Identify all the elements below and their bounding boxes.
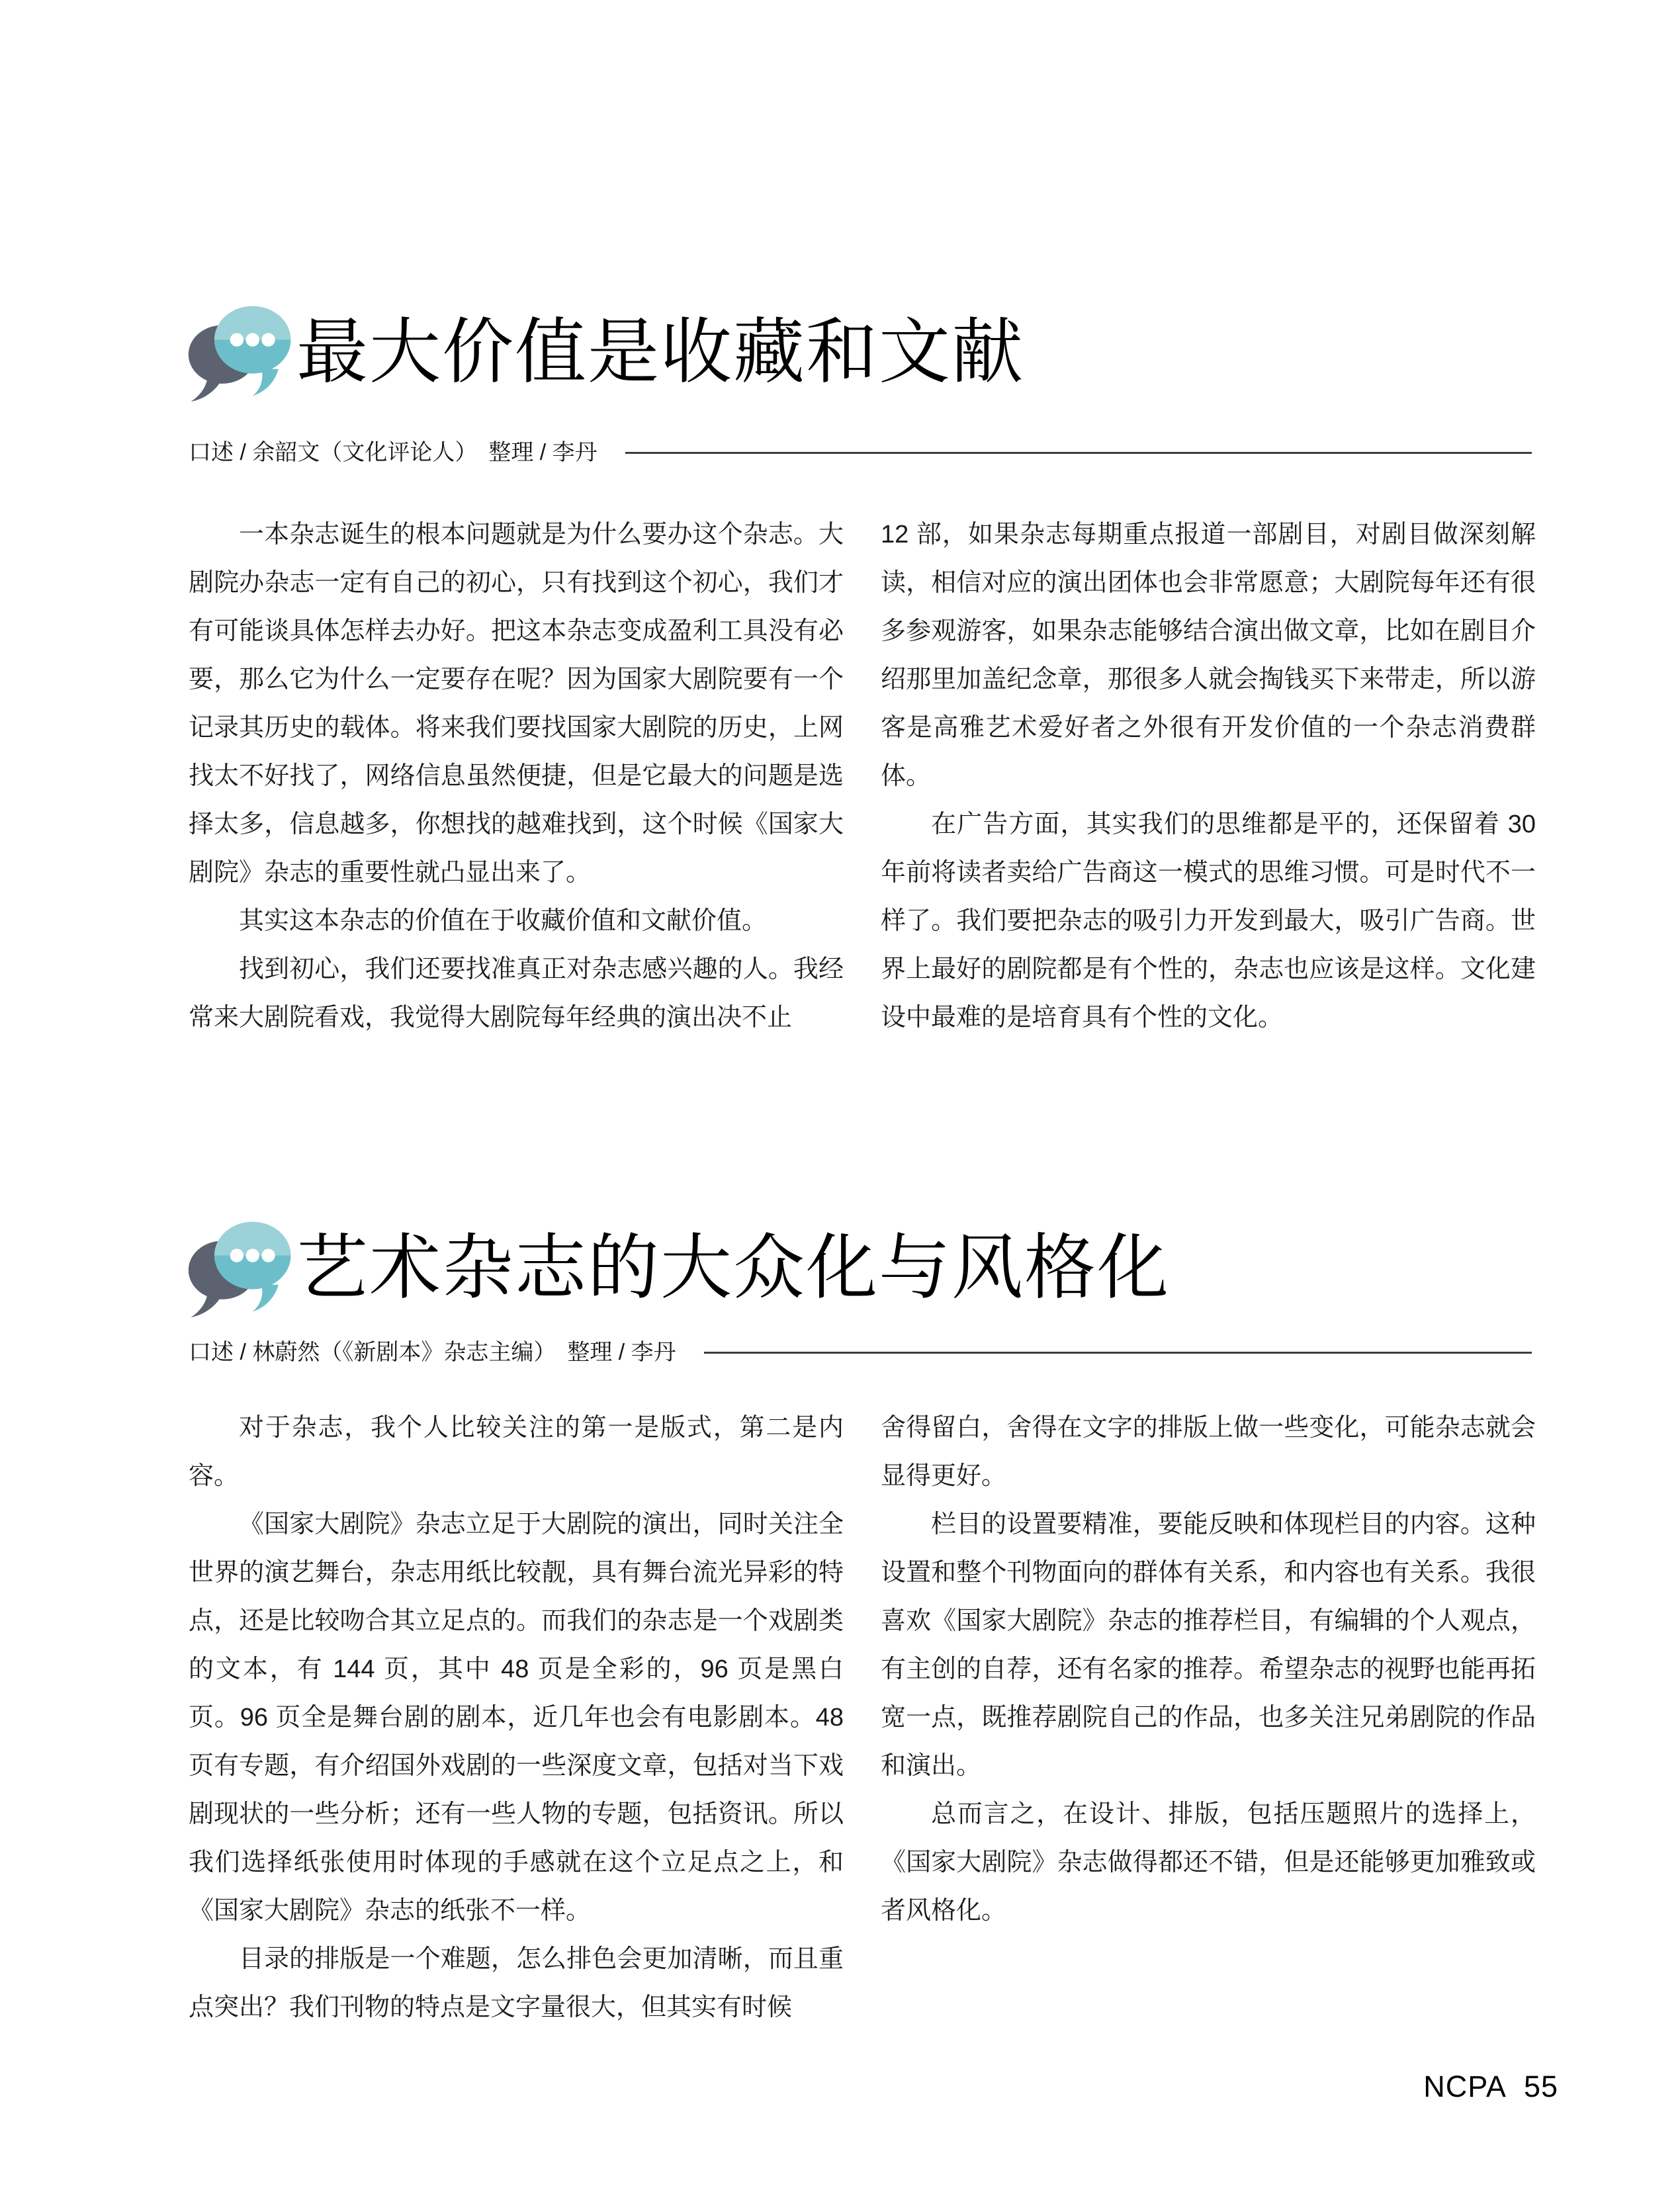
section-1-column-2 <box>881 511 1536 1042</box>
paragraph: 对于杂志，我个人比较关注的第一是版式，第二是内容。 <box>189 1414 844 1490</box>
chat-bubbles-icon <box>184 1212 296 1326</box>
section-1-title: 最大价值是收藏和文献 <box>296 314 1025 392</box>
paragraph: 找到初心，我们还要找准真正对杂志感兴趣的人。我经常来大剧院看戏，我觉得大剧院每年经典的演出决不止 <box>189 955 844 1031</box>
section-1-byline-row <box>189 438 1532 467</box>
paragraph: 在广告方面，其实我们的思维都是平的，还保留着 30 年前将读者卖给广告商这一模式的思维习惯。可是时代不一样了。我们要把杂志的吸引力开发到最大，吸引广告商。世界上最好的剧院都是有个性的，杂志也应该是这样。文化建设中最难的是培育具有个性的文化。 <box>881 810 1536 1031</box>
paragraph: 目录的排版是一个难题，怎么排色会更加清晰，而且重点突出？我们刊物的特点是文字量很大，但其实有时候 <box>189 1945 844 2021</box>
byline-rule <box>625 452 1532 454</box>
section-1-columns <box>189 511 1536 1042</box>
section-2-columns <box>189 1404 1536 2032</box>
page-number: 55 <box>1523 2070 1558 2103</box>
section-2-title-row <box>184 1212 1532 1326</box>
section-1-title-row <box>184 296 1532 410</box>
section-2-byline: 口述 / 林蔚然（《新剧本》杂志主编） 整理 / 李丹 <box>189 1340 676 1365</box>
paragraph: 栏目的设置要精准，要能反映和体现栏目的内容。这种设置和整个刊物面向的群体有关系，和内容也有关系。我很喜欢《国家大剧院》杂志的推荐栏目，有编辑的个人观点，有主创的自荐，还有名家的推荐。希望杂志的视野也能再拓宽一点，既推荐剧院自己的作品，也多关注兄弟剧院的作品和演出。 <box>881 1510 1536 1780</box>
section-2-column-2 <box>881 1404 1536 2032</box>
section-2-title: 艺术杂志的大众化与风格化 <box>296 1229 1171 1308</box>
section-1-column-1 <box>189 511 844 1042</box>
paragraph: 总而言之，在设计、排版，包括压题照片的选择上，《国家大剧院》杂志做得都还不错，但是还能够更加雅致或者风格化。 <box>881 1800 1536 1925</box>
section-1-byline: 口述 / 余韶文（文化评论人） 整理 / 李丹 <box>189 440 597 465</box>
paragraph: 其实这本杂志的价值在于收藏价值和文献价值。 <box>239 907 768 935</box>
paragraph: 《国家大剧院》杂志立足于大剧院的演出，同时关注全世界的演艺舞台，杂志用纸比较靓，具有舞台流光异彩的特点，还是比较吻合其立足点的。而我们的杂志是一个戏剧类的文本，有 144 页，其中 48 页是全彩的，96 页是黑白页。96 页全是舞台剧的剧本，近几年也会有电影剧本。48 页有专题，有介绍国外戏剧的一些深度文章，包括对当下戏剧现状的一些分析；还有一些人物的专题，包括资讯。所以我们选择纸张使用时体现的手感就在这个立足点之上，和《国家大剧院》杂志的纸张不一样。 <box>189 1510 844 1925</box>
paragraph-continuation: 舍得留白，舍得在文字的排版上做一些变化，可能杂志就会显得更好。 <box>881 1414 1536 1490</box>
section-2-byline-row <box>189 1338 1532 1367</box>
page-footer <box>1423 2070 1558 2104</box>
chat-bubbles-icon <box>184 296 296 410</box>
section-2-column-1 <box>189 1404 844 2032</box>
byline-rule <box>704 1352 1532 1354</box>
paragraph-continuation: 12 部，如果杂志每期重点报道一部剧目，对剧目做深刻解读，相信对应的演出团体也会非常愿意；大剧院每年还有很多参观游客，如果杂志能够结合演出做文章，比如在剧目介绍那里加盖纪念章，那很多人就会掏钱买下来带走，所以游客是高雅艺术爱好者之外很有开发价值的一个杂志消费群体。 <box>881 521 1536 790</box>
paragraph: 一本杂志诞生的根本问题就是为什么要办这个杂志。大剧院办杂志一定有自己的初心，只有找到这个初心，我们才有可能谈具体怎样去办好。把这本杂志变成盈利工具没有必要，那么它为什么一定要存在呢？因为国家大剧院要有一个记录其历史的载体。将来我们要找国家大剧院的历史，上网找太不好找了，网络信息虽然便捷，但是它最大的问题是选择太多，信息越多，你想找的越难找到，这个时候《国家大剧院》杂志的重要性就凸显出来了。 <box>189 521 844 887</box>
journal-label: NCPA <box>1423 2070 1507 2103</box>
